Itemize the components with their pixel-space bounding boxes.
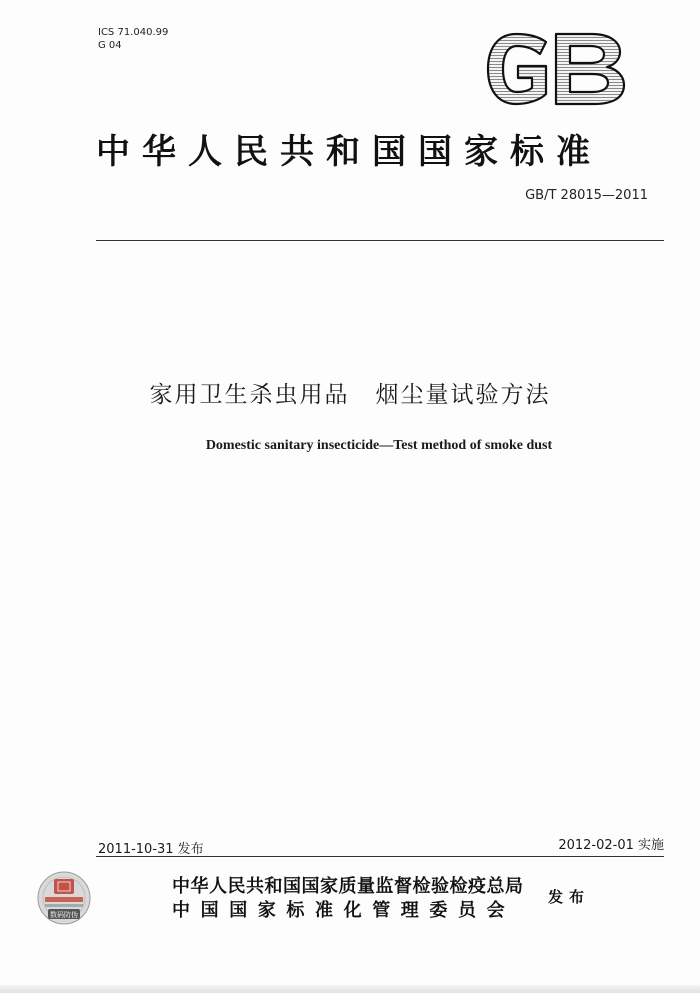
top-divider [96,240,664,241]
title-cn-part2: 烟尘量试验方法 [375,382,551,408]
seal-label: 数码防伪 [50,911,78,919]
issue-date: 2011-10-31 发布 [98,842,204,857]
issuer-aqsiq: 中华人民共和国国家质量监督检验检疫总局 [172,876,524,897]
ics-block [98,26,168,52]
implementation-date: 2012-02-01 实施 [558,838,664,853]
anti-counterfeit-seal-icon [36,870,92,926]
gb-logo-icon [486,30,626,108]
bottom-divider [96,856,664,857]
publish-label: 发布 [548,888,591,906]
issuer-sac: 中国国家标准化管理委员会 [172,900,516,921]
classification-code: G 04 [98,40,122,51]
standard-number: GB/T 28015—2011 [525,188,648,203]
scan-bottom-edge [0,985,700,993]
title-cn-part1: 家用卫生杀虫用品 [149,382,350,408]
national-standard-title: 中华人民共和国国家标准 [96,132,602,172]
document-title-cn [0,376,700,409]
ics-code: ICS 71.040.99 [98,27,169,38]
issuing-authorities [172,875,524,923]
document-title-en: Domestic sanitary insecticide—Test method of smoke dust [205,438,553,453]
